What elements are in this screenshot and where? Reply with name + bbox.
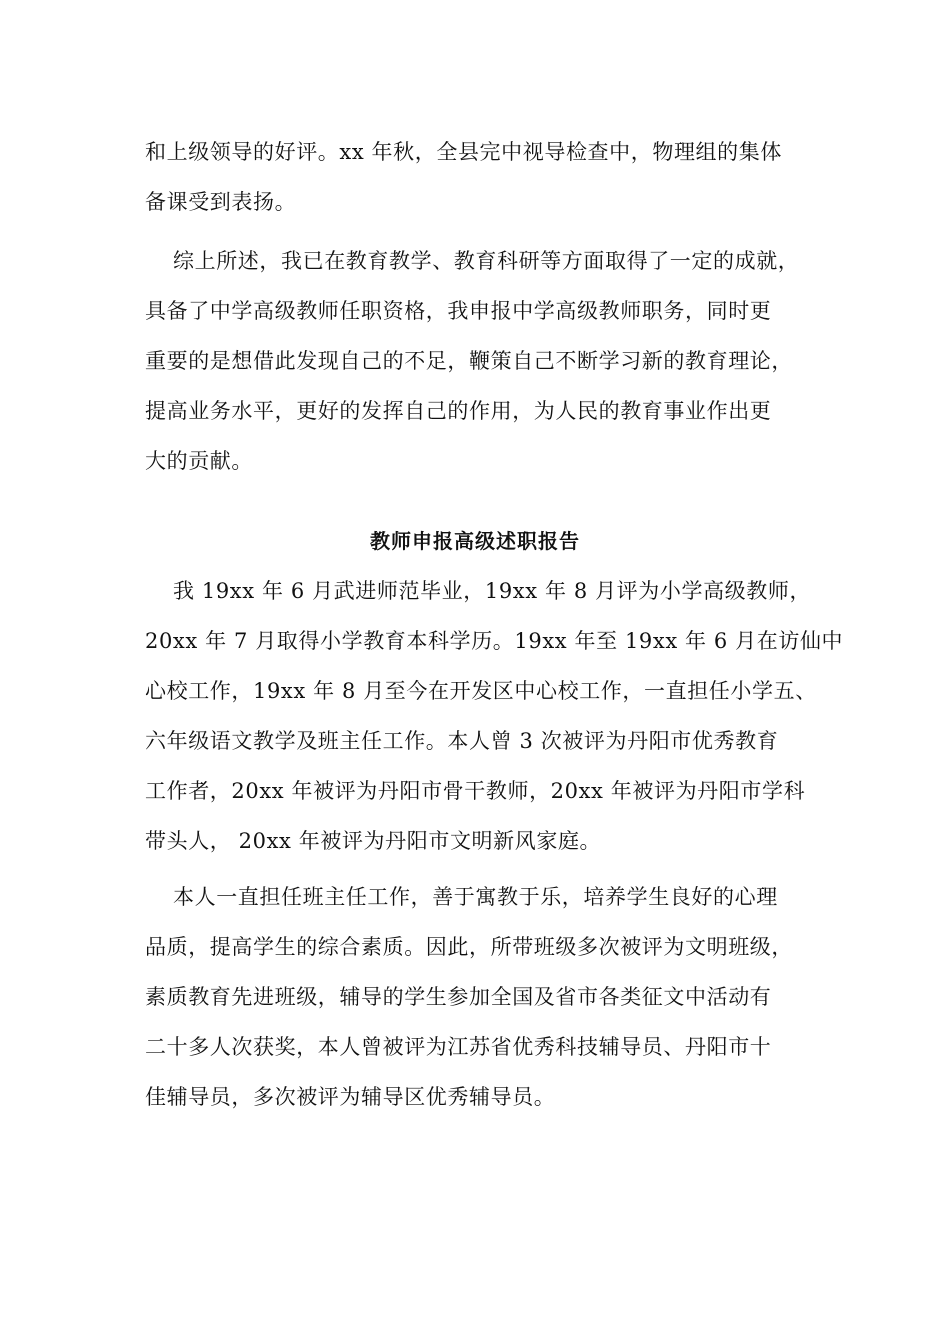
paragraph-line: 品质，提高学生的综合素质。因此，所带班级多次被评为文明班级， [145, 935, 793, 959]
paragraph-line: 佳辅导员，多次被评为辅导区优秀辅导员。 [145, 1085, 556, 1109]
paragraph-line: 二十多人次获奖，本人曾被评为江苏省优秀科技辅导员、丹阳市十 [145, 1035, 772, 1059]
paragraph-line: 具备了中学高级教师任职资格，我申报中学高级教师职务，同时更 [145, 299, 772, 323]
paragraph-line: 综上所述，我已在教育教学、教育科研等方面取得了一定的成就， [173, 249, 800, 273]
paragraph-line: 重要的是想借此发现自己的不足，鞭策自己不断学习新的教育理论， [145, 349, 793, 373]
paragraph-line: 我 19xx 年 6 月武进师范毕业，19xx 年 8 月评为小学高级教师， [173, 579, 812, 603]
paragraph-line: 素质教育先进班级，辅导的学生参加全国及省市各类征文中活动有 [145, 985, 772, 1009]
paragraph-line: 提高业务水平，更好的发挥自己的作用，为人民的教育事业作出更 [145, 399, 772, 423]
paragraph-line: 工作者，20xx 年被评为丹阳市骨干教师，20xx 年被评为丹阳市学科 [145, 779, 806, 803]
paragraph-line: 20xx 年 7 月取得小学教育本科学历。19xx 年至 19xx 年 6 月在访仙中 [145, 629, 844, 653]
paragraph-line: 带头人， 20xx 年被评为丹阳市文明新风家庭。 [145, 829, 602, 853]
paragraph-line: 和上级领导的好评。xx 年秋，全县完中视导检查中，物理组的集体 [145, 140, 782, 164]
paragraph-line: 心校工作，19xx 年 8 月至今在开发区中心校工作，一直担任小学五、 [145, 679, 817, 703]
paragraph-line: 六年级语文教学及班主任工作。本人曾 3 次被评为丹阳市优秀教育 [145, 729, 779, 753]
paragraph-line: 本人一直担任班主任工作，善于寓教于乐，培养学生良好的心理 [173, 885, 778, 909]
section-title: 教师申报高级述职报告 [370, 529, 580, 553]
paragraph-line: 大的贡献。 [145, 449, 253, 473]
paragraph-line: 备课受到表扬。 [145, 190, 297, 214]
